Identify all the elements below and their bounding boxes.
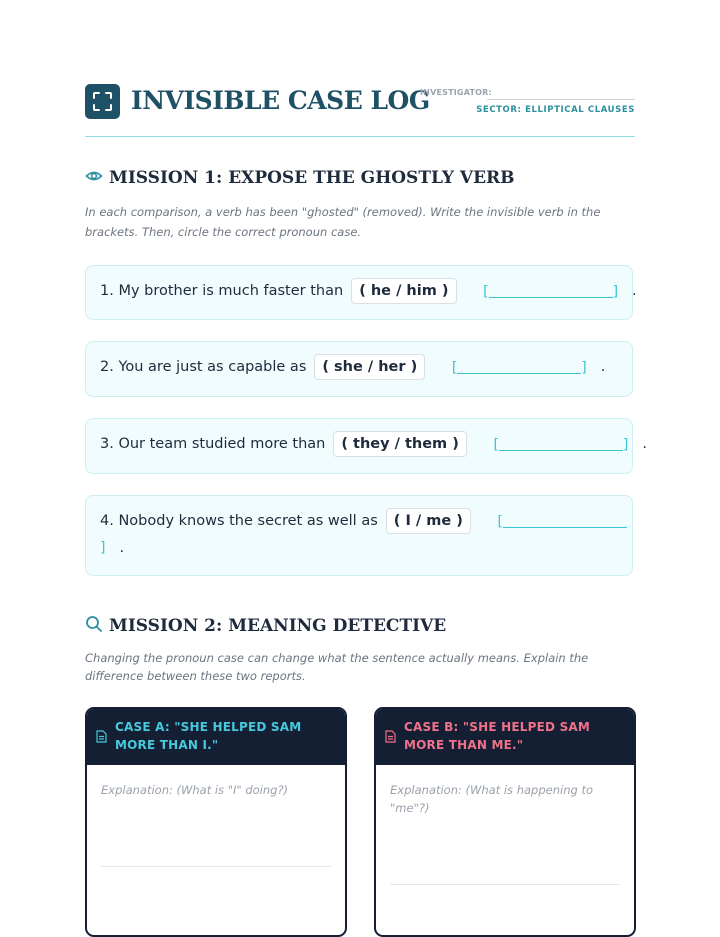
list-item: 1. My brother is much faster than ( he / him ) [ ] . [85,265,633,320]
verb-blank[interactable] [457,359,581,374]
case-a-prompt: Explanation: (What is "I" doing?) [101,783,289,797]
case-b-card [374,707,636,937]
mission1-title: MISSION 1: EXPOSE THE GHOSTLY VERB [109,168,515,188]
verb-blank[interactable] [503,513,627,528]
sector-label: SECTOR: ELLIPTICAL CLAUSES [476,105,635,115]
list-item: 4. Nobody knows the secret as well as ( I / me ) [ ] . [85,495,633,576]
pronoun-choice[interactable]: ( he / him ) [351,278,456,304]
mission2-title: MISSION 2: MEANING DETECTIVE [109,616,447,636]
pronoun-choice[interactable]: ( she / her ) [314,354,425,380]
item-sentence: 4. Nobody knows the secret as well as [100,513,378,529]
eye-icon [85,167,103,185]
item-sentence: 3. Our team studied more than [100,436,326,452]
item-sentence: 1. My brother is much faster than [100,283,344,299]
case-a-title: CASE A: "SHE HELPED SAM MORE THAN I." [115,720,302,752]
pronoun-choice[interactable]: ( I / me ) [386,508,471,534]
verb-blank[interactable] [489,283,613,298]
mission2-instructions: Changing the pronoun case can change what the sentence actually means. Explain the difference between these two reports. [85,651,589,683]
pronoun-choice[interactable]: ( they / them ) [333,431,466,457]
case-b-prompt: Explanation: (What is happening to "me"?) [390,783,593,815]
verb-blank[interactable] [499,436,623,451]
list-item: 3. Our team studied more than ( they / them ) [ ] . [85,418,633,474]
case-a-card [85,707,347,937]
document-icon [385,730,396,743]
header [85,84,635,137]
case-b-title: CASE B: "SHE HELPED SAM MORE THAN ME." [404,720,591,752]
investigator-label: INVESTIGATOR: [420,88,492,97]
document-icon [96,730,107,743]
mission1-heading [85,167,515,188]
item-sentence: 2. You are just as capable as [100,359,307,375]
mission1-instructions: In each comparison, a verb has been "ghosted" (removed). Write the invisible verb in the brackets. Then, circle the correct pronoun case. [85,205,601,239]
list-item: 2. You are just as capable as ( she / her ) [ ] . [85,341,633,397]
search-icon [85,615,103,633]
case-b-header [376,709,634,765]
answer-line[interactable] [390,884,620,885]
scan-frame-icon [85,84,120,119]
investigator-field[interactable] [487,99,635,100]
page-title: INVISIBLE CASE LOG [131,86,430,115]
case-a-header [87,709,345,765]
answer-line[interactable] [101,866,331,867]
mission2-heading [85,615,446,636]
